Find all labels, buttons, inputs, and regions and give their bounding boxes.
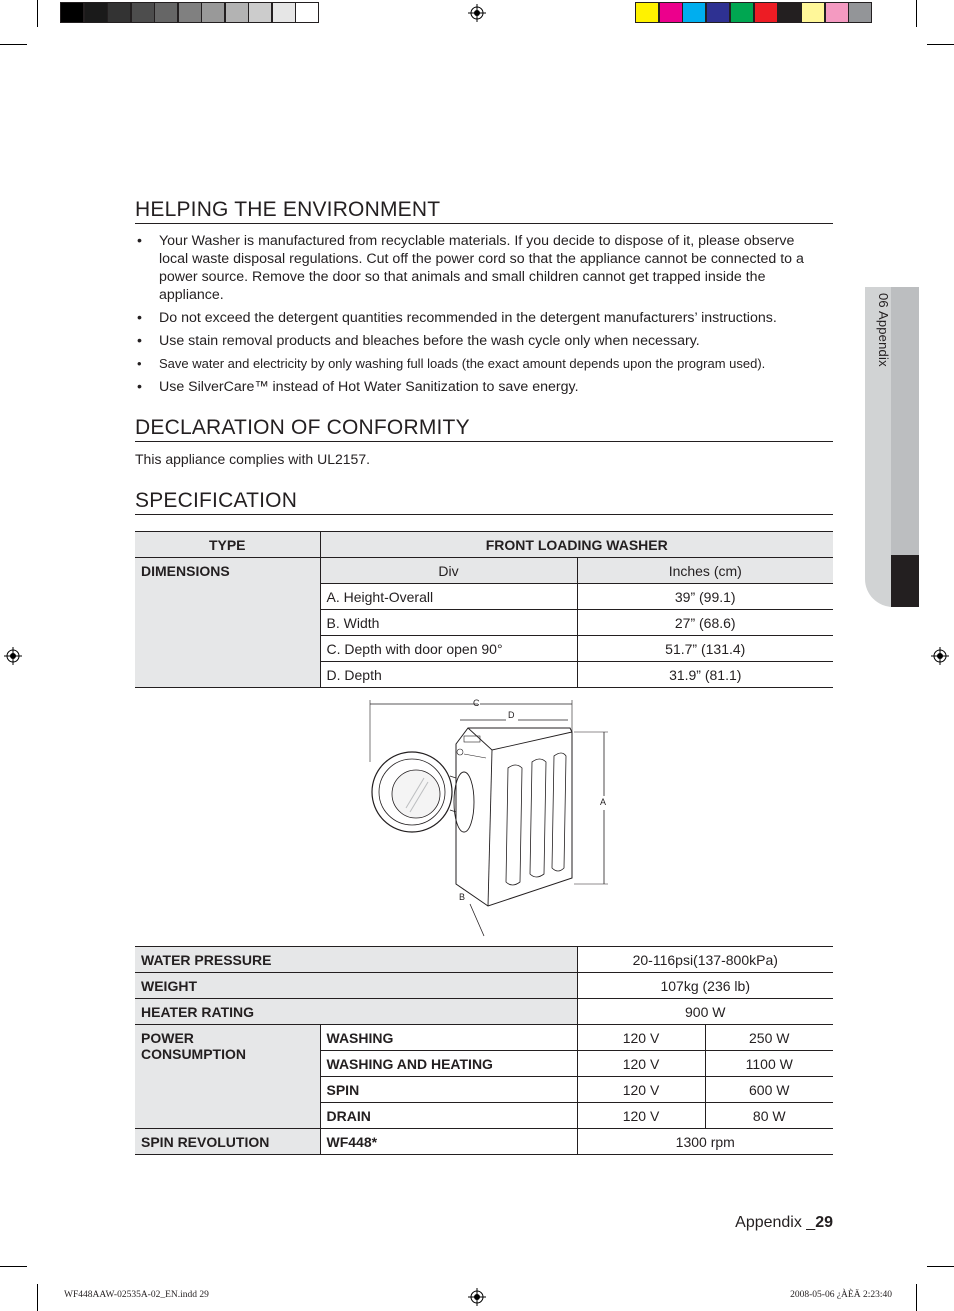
color-swatch (682, 2, 706, 23)
heater-rating-value: 900 W (577, 999, 833, 1025)
spin-revolution-value: 1300 rpm (577, 1129, 833, 1155)
color-swatch (295, 2, 319, 23)
power-voltage: 120 V (577, 1077, 705, 1103)
diagram-label-d: D (508, 710, 515, 720)
color-swatch (131, 2, 155, 23)
water-pressure-label: WATER PRESSURE (135, 947, 577, 973)
side-tab-label: 06 Appendix (876, 293, 891, 367)
dimension-label: B. Width (320, 610, 577, 636)
color-swatch (225, 2, 249, 23)
color-swatch (848, 2, 872, 23)
dimension-value: 31.9” (81.1) (577, 662, 833, 688)
power-mode: SPIN (320, 1077, 577, 1103)
dimension-value: 51.7” (131.4) (577, 636, 833, 662)
registration-mark-icon (468, 4, 486, 22)
table-row (135, 1025, 833, 1051)
table-row (135, 947, 833, 973)
side-tab-marker (891, 555, 919, 607)
list-item: • Save water and electricity by only washing full loads (the exact amount depends upon the program used). (135, 355, 825, 373)
crop-mark (916, 0, 917, 27)
list-item: • Use stain removal products and bleaches before the wash cycle only when necessary. (135, 332, 825, 350)
color-swatch (60, 2, 84, 23)
list-item: • Use SilverCare™ instead of Hot Water Sanitization to save energy. (135, 378, 825, 396)
dimension-value: 27” (68.6) (577, 610, 833, 636)
color-swatch (178, 2, 202, 23)
spin-model: WF448* (320, 1129, 577, 1155)
chapter-side-tab (865, 287, 919, 607)
color-swatch (659, 2, 683, 23)
dimension-label: C. Depth with door open 90° (320, 636, 577, 662)
registration-mark-icon (4, 647, 22, 665)
color-swatch (107, 2, 131, 23)
side-tab-strip (891, 287, 919, 555)
section-title-conformity: DECLARATION OF CONFORMITY (135, 416, 833, 442)
color-swatch (201, 2, 225, 23)
color-swatch (154, 2, 178, 23)
list-item: • Do not exceed the detergent quantities recommended in the detergent manufacturers’ instructions. (135, 309, 825, 327)
crop-mark (0, 44, 27, 45)
dimension-label: A. Height-Overall (320, 584, 577, 610)
power-wattage: 250 W (705, 1025, 833, 1051)
color-swatch (825, 2, 849, 23)
weight-value: 107kg (236 lb) (577, 973, 833, 999)
crop-mark (927, 44, 954, 45)
section-title-environment: HELPING THE ENVIRONMENT (135, 198, 833, 224)
color-swatch (801, 2, 825, 23)
color-swatch (84, 2, 108, 23)
color-swatch (777, 2, 801, 23)
color-swatch (706, 2, 730, 23)
crop-mark (37, 1284, 38, 1311)
table-row (135, 532, 833, 558)
dimension-value: 39” (99.1) (577, 584, 833, 610)
color-swatch (272, 2, 296, 23)
power-mode: DRAIN (320, 1103, 577, 1129)
section-title-specification: SPECIFICATION (135, 489, 833, 515)
print-slug-file: WF448AAW-02535A-02_EN.indd 29 (64, 1290, 209, 1300)
table-row (135, 973, 833, 999)
power-mode: WASHING (320, 1025, 577, 1051)
heater-rating-label: HEATER RATING (135, 999, 577, 1025)
diagram-label-a: A (600, 797, 607, 807)
water-pressure-value: 20-116psi(137-800kPa) (577, 947, 833, 973)
type-value: FRONT LOADING WASHER (320, 532, 833, 558)
table-row (135, 558, 833, 584)
column-header-inches: Inches (cm) (577, 558, 833, 584)
color-swatch (730, 2, 754, 23)
column-header-div: Div (320, 558, 577, 584)
power-mode: WASHING AND HEATING (320, 1051, 577, 1077)
power-voltage: 120 V (577, 1025, 705, 1051)
print-slug-date: 2008-05-06 ¿ÀÈÄ 2:23:40 (790, 1290, 892, 1300)
dimension-label: D. Depth (320, 662, 577, 688)
color-swatch (754, 2, 778, 23)
type-label: TYPE (135, 532, 320, 558)
dimensions-table (135, 531, 833, 688)
specification-table (135, 946, 833, 1155)
spin-revolution-label: SPIN REVOLUTION (135, 1129, 320, 1155)
table-row (135, 1129, 833, 1155)
registration-mark-icon (931, 647, 949, 665)
crop-mark (37, 0, 38, 27)
washer-dimension-diagram (360, 692, 620, 938)
power-wattage: 80 W (705, 1103, 833, 1129)
page-number (735, 1214, 833, 1232)
crop-mark (916, 1284, 917, 1311)
power-voltage: 120 V (577, 1103, 705, 1129)
conformity-text: This appliance complies with UL2157. (135, 451, 371, 467)
footer-section-label: Appendix _ (735, 1214, 816, 1231)
power-wattage: 1100 W (705, 1051, 833, 1077)
diagram-label-c: C (473, 698, 480, 708)
power-voltage: 120 V (577, 1051, 705, 1077)
power-consumption-label: POWER CONSUMPTION (135, 1025, 320, 1129)
crop-mark (0, 1266, 27, 1267)
color-swatch (248, 2, 272, 23)
power-wattage: 600 W (705, 1077, 833, 1103)
dimensions-label: DIMENSIONS (135, 558, 320, 688)
weight-label: WEIGHT (135, 973, 577, 999)
color-swatch (635, 2, 659, 23)
footer-page-number: 29 (815, 1214, 833, 1231)
environment-bullet-list (135, 232, 825, 401)
crop-mark (927, 1266, 954, 1267)
list-item: • Your Washer is manufactured from recyclable materials. If you decide to dispose of it, please observe local waste disposal regulations. Cut off the power cord so that the appliance cannot be connected to a power source. Remove the door so that animals and small children cannot get trapped inside the appliance. (135, 232, 825, 304)
registration-mark-icon (468, 1288, 486, 1306)
diagram-label-b: B (459, 892, 466, 902)
table-row (135, 999, 833, 1025)
